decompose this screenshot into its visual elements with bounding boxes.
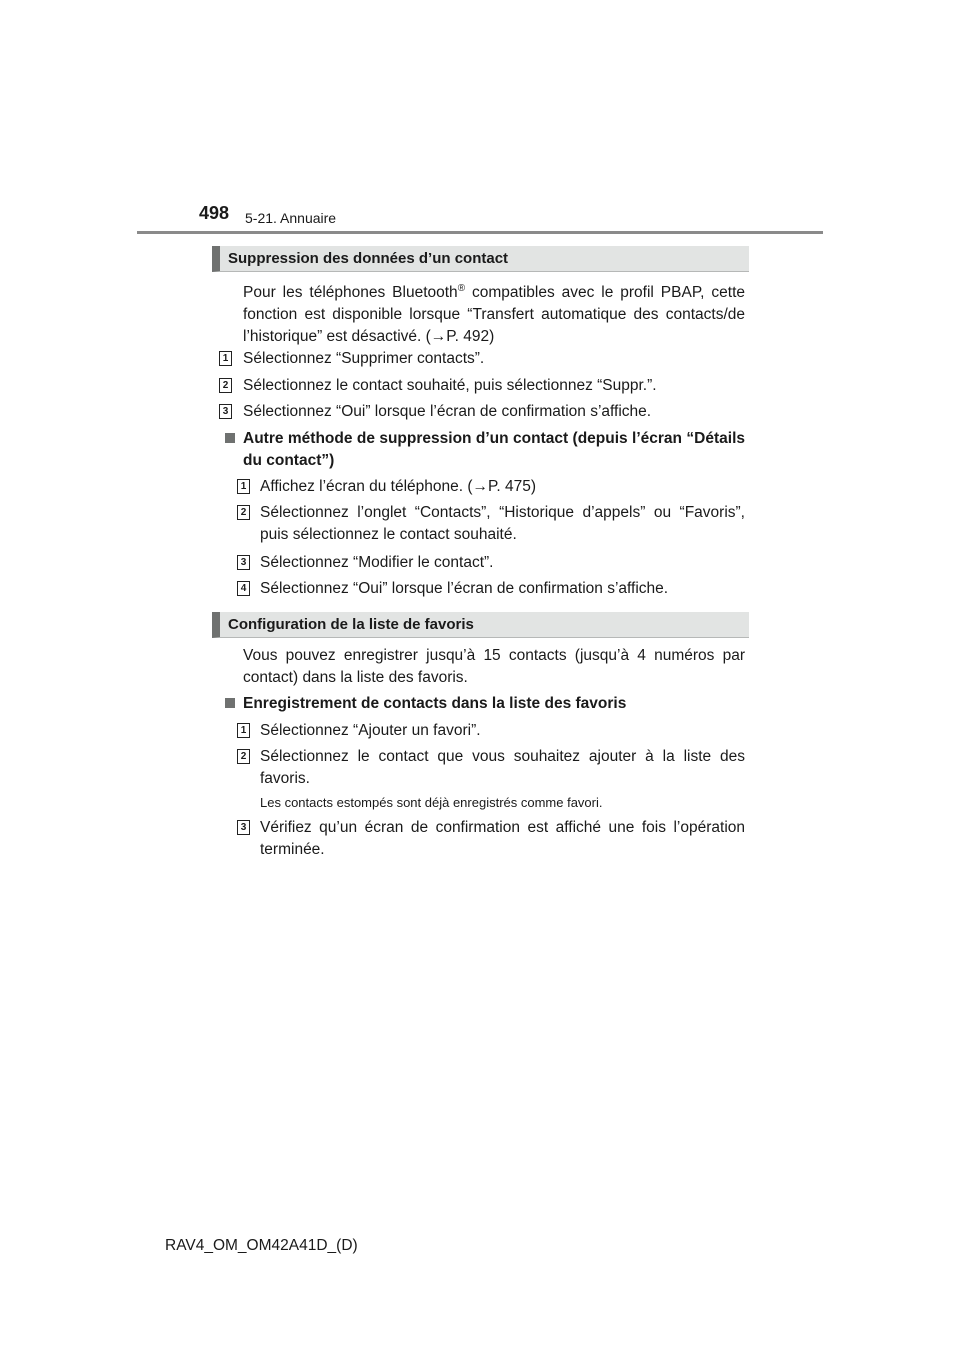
subsection-title: [243, 428, 745, 472]
registered-mark: ®: [457, 283, 466, 294]
step-text: Sélectionnez “Supprimer contacts”.: [243, 350, 485, 367]
intro-text-pre: Pour les téléphones Bluetooth: [243, 284, 458, 302]
page-number: 498: [199, 203, 230, 223]
step-number-badge: 1: [237, 723, 250, 738]
intro-text-post: compatibles avec le profil PBAP, cette fonction est disponible lorsque “Transfert automatique des contacts/de l’historique” est désactivé. (→P. 492): [243, 284, 745, 346]
step-number-badge: 1: [219, 351, 232, 366]
step-number-badge: 1: [237, 479, 250, 494]
step-text: Sélectionnez le contact souhaité, puis sélectionnez “Suppr.”.: [243, 377, 657, 394]
step-number-badge: 4: [237, 581, 250, 596]
step-number-badge: 3: [237, 555, 250, 570]
step-number-badge: 2: [219, 378, 232, 393]
subsection-title-text: Autre méthode de suppression d’un contact (depuis l’écran “Détails du contact”): [243, 430, 745, 469]
square-bullet-icon: [225, 698, 235, 708]
note-text: Les contacts estompés sont déjà enregistrés comme favori.: [260, 795, 603, 810]
step-text: Affichez l’écran du téléphone. (→P. 475): [260, 478, 537, 495]
step-text: Sélectionnez “Oui” lorsque l’écran de confirmation s’affiche.: [260, 580, 669, 597]
section-heading-delete-contact: [212, 246, 749, 272]
subsection-title-text: Enregistrement de contacts dans la liste des favoris: [243, 695, 627, 712]
step-number-badge: 3: [219, 404, 232, 419]
step-number-badge: 2: [237, 749, 250, 764]
header-rule: [137, 231, 823, 234]
step-text: Sélectionnez “Oui” lorsque l’écran de confirmation s’affiche.: [243, 403, 652, 420]
document-code: RAV4_OM_OM42A41D_(D): [165, 1237, 358, 1254]
step-text: Sélectionnez l’onglet “Contacts”, “Historique d’appels” ou “Favoris”, puis sélectionnez le contact souhaité.: [260, 504, 745, 543]
square-bullet-icon: [225, 433, 235, 443]
step-number-badge: 2: [237, 505, 250, 520]
step-text: Vérifiez qu’un écran de confirmation est affiché une fois l’opération terminée.: [260, 819, 745, 858]
subsection-title: [243, 693, 745, 715]
section-heading-favorites: [212, 612, 749, 638]
step-text: Sélectionnez “Ajouter un favori”.: [260, 722, 481, 739]
step-number-badge: 3: [237, 820, 250, 835]
step-text: Sélectionnez le contact que vous souhaitez ajouter à la liste des favoris.: [260, 748, 745, 787]
section-label: 5-21. Annuaire: [245, 210, 337, 226]
section-heading-text: Suppression des données d’un contact: [228, 250, 509, 267]
intro-paragraph: [243, 278, 745, 348]
section-heading-text: Configuration de la liste de favoris: [228, 616, 474, 633]
step-text: Sélectionnez “Modifier le contact”.: [260, 554, 494, 571]
intro-paragraph: Vous pouvez enregistrer jusqu’à 15 contacts (jusqu’à 4 numéros par contact) dans la liste des favoris.: [243, 647, 745, 686]
